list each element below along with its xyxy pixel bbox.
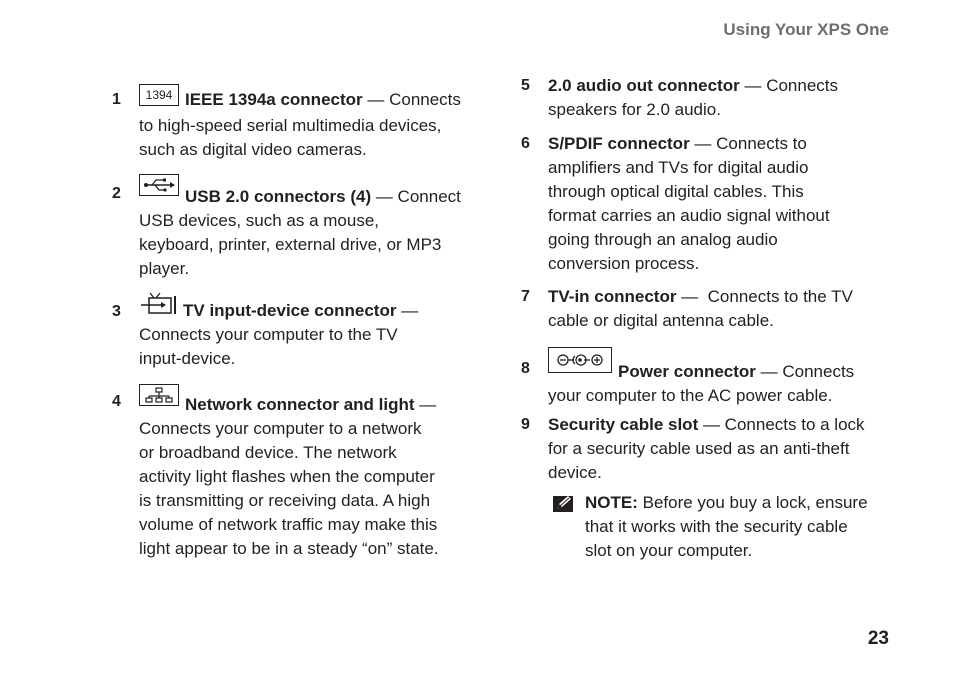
item-number: 5: [521, 77, 530, 94]
item-title: Network connector and light: [185, 395, 415, 414]
item-desc-line: conversion process.: [548, 254, 700, 273]
tv-input-icon: [139, 292, 181, 316]
item-title: Power connector: [618, 362, 756, 381]
item-number: 8: [521, 360, 530, 377]
item-desc-line: keyboard, printer, external drive, or MP3: [139, 235, 442, 254]
item-desc-line: or broadband device. The network: [139, 443, 397, 462]
note-text-line: slot on your computer.: [585, 541, 753, 560]
item-title: TV input-device connector: [183, 301, 397, 320]
item-desc-line: input-device.: [139, 349, 236, 368]
network-icon: [139, 384, 179, 406]
item-title: S/PDIF connector: [548, 134, 690, 153]
item-number: 3: [112, 303, 121, 320]
item-title: TV-in connector: [548, 287, 677, 306]
item-desc-line: USB devices, such as a mouse,: [139, 211, 380, 230]
item-number: 9: [521, 416, 530, 433]
item-desc-line: volume of network traffic may make this: [139, 515, 438, 534]
item-number: 4: [112, 393, 121, 410]
item-desc-line: format carries an audio signal without: [548, 206, 830, 225]
note-text: Before you buy a lock, ensure: [637, 493, 868, 512]
item-desc-line: Connects your computer to a network: [139, 419, 422, 438]
item-number: 1: [112, 91, 121, 108]
item-title: IEEE 1394a connector: [185, 90, 363, 109]
item-desc-line: activity light flashes when the computer: [139, 467, 435, 486]
item-desc-line: amplifiers and TVs for digital audio: [548, 158, 809, 177]
note-text-line: that it works with the security cable: [585, 517, 848, 536]
ieee1394-icon: 1394: [139, 84, 179, 106]
item-first-line: [139, 88, 461, 114]
item-desc-line: player.: [139, 259, 190, 278]
item-desc-line: speakers for 2.0 audio.: [548, 100, 721, 119]
item-desc-line: cable or digital antenna cable.: [548, 311, 774, 330]
power-icon: [548, 347, 612, 373]
pencil-note-icon: [552, 493, 572, 511]
item-title: USB 2.0 connectors (4): [185, 187, 372, 206]
item-number: 2: [112, 185, 121, 202]
item-title: 2.0 audio out connector: [548, 76, 740, 95]
item-desc-line: to high-speed serial multimedia devices,: [139, 116, 442, 135]
item-desc-line: for a security cable used as an anti-theft: [548, 439, 850, 458]
item-desc-line: through optical digital cables. This: [548, 182, 804, 201]
item-desc-line: such as digital video cameras.: [139, 140, 367, 159]
item-title: Security cable slot: [548, 415, 699, 434]
item-number: 6: [521, 135, 530, 152]
item-number: 7: [521, 288, 530, 305]
note-label: NOTE:: [585, 493, 638, 512]
page-number: 23: [867, 628, 889, 649]
running-header: Using Your XPS One: [723, 20, 889, 39]
item-desc-line: Connects your computer to the TV: [139, 325, 398, 344]
usb-icon: [139, 174, 179, 196]
item-desc-line: is transmitting or receiving data. A high: [139, 491, 431, 510]
item-desc: — Connects: [362, 90, 461, 109]
item-desc-line: light appear to be in a steady “on” state.: [139, 539, 439, 558]
item-desc-line: going through an analog audio: [548, 230, 778, 249]
item-desc-line: your computer to the AC power cable.: [548, 386, 833, 405]
item-desc-line: device.: [548, 463, 602, 482]
